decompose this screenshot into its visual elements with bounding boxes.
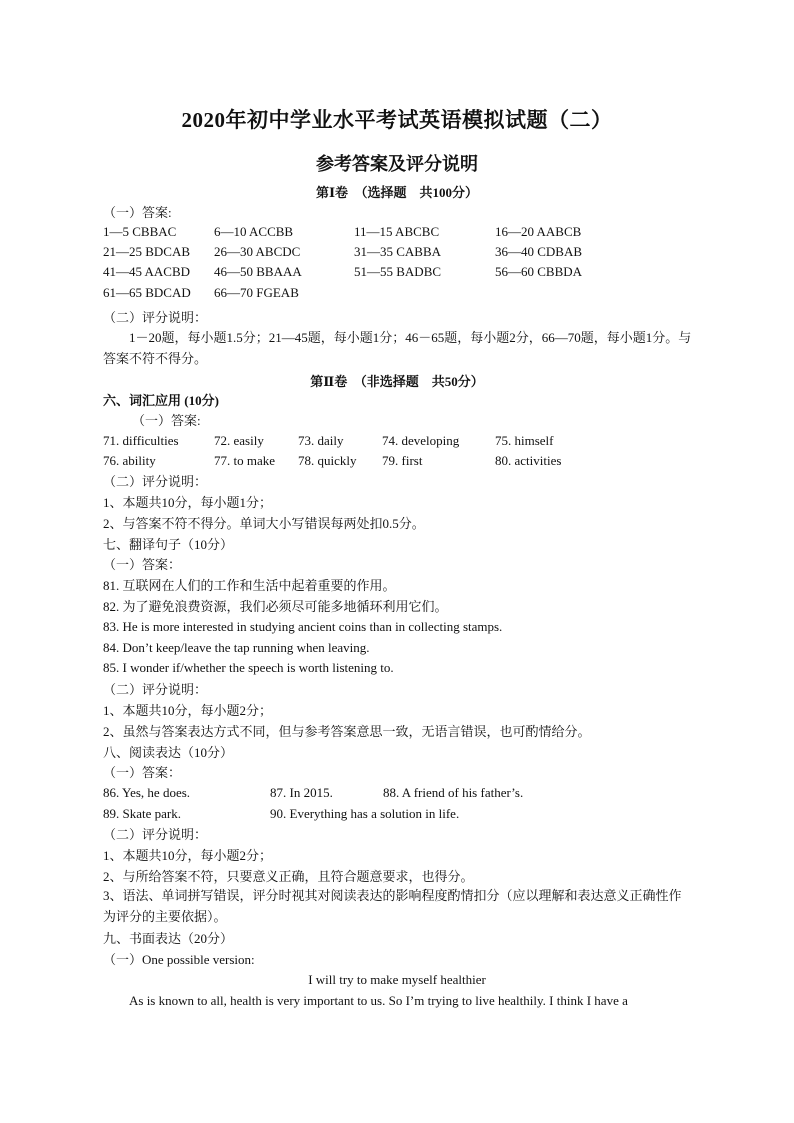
vocab-answer: 78. quickly xyxy=(298,453,357,468)
vocab-answer: 74. developing xyxy=(382,433,460,448)
section8-scoring-item: 3、语法、单词拼写错误，评分时视其对阅读表达的影响程度酌情扣分（应以理解和表达意义正确性作为评分的主要依据）。 xyxy=(103,888,682,924)
answer-group: 31—35 CABBA xyxy=(354,244,442,259)
section8-scoring-item: 1、本题共10分，每小题2分； xyxy=(103,848,273,863)
answer-group: 11—15 ABCBC xyxy=(354,224,440,239)
essay-first-line: As is known to all, health is very important to us. So I’m trying to live healthily. I think I have a xyxy=(129,993,628,1008)
answer-group: 46—50 BBAAA xyxy=(214,264,302,279)
translation-answer: 85. I wonder if/whether the speech is worth listening to. xyxy=(103,660,394,675)
vocab-answer: 73. daily xyxy=(298,433,344,448)
vocab-answer: 76. ability xyxy=(103,453,156,468)
answer-group: 6—10 ACCBB xyxy=(214,224,294,239)
answer-group: 26—30 ABCDC xyxy=(214,244,301,259)
section8-answers-label: （一）答案： xyxy=(103,765,182,780)
document-subtitle: 参考答案及评分说明 xyxy=(316,154,478,174)
vocab-answer: 71. difficulties xyxy=(103,433,179,448)
part1-scoring-label: （二）评分说明： xyxy=(103,310,208,325)
translation-answer: 83. He is more interested in studying ancient coins than in collecting stamps. xyxy=(103,619,503,634)
vocab-answer: 72. easily xyxy=(214,433,264,448)
essay-title: I will try to make myself healthier xyxy=(308,972,486,987)
translation-answer: 82. 为了避免浪费资源，我们必须尽可能多地循环利用它们。 xyxy=(103,599,448,614)
translation-answer: 81. 互联网在人们的工作和生活中起着重要的作用。 xyxy=(103,578,396,593)
section6-scoring-label: （二）评分说明： xyxy=(103,474,208,489)
section7-scoring-item: 1、本题共10分，每小题2分； xyxy=(103,703,273,718)
reading-answer: 89. Skate park. xyxy=(103,806,181,821)
section6-scoring-item: 1、本题共10分，每小题1分； xyxy=(103,495,273,510)
reading-answer: 86. Yes, he does. xyxy=(103,785,191,800)
section8-heading: 八、阅读表达（10分） xyxy=(103,745,234,760)
vocab-answer: 80. activities xyxy=(495,453,562,468)
answer-group: 16—20 AABCB xyxy=(495,224,582,239)
section8-scoring-label: （二）评分说明： xyxy=(103,827,208,842)
part1-scoring-text: 1－20题，每小题1.5分；21—45题，每小题1分；46－65题，每小题2分，66—70题，每小题1分。与答案不符不得分。 xyxy=(103,330,692,366)
section6-scoring-item: 2、与答案不符不得分。单词大小写错误每两处扣0.5分。 xyxy=(103,516,425,531)
section7-scoring-item: 2、虽然与答案表达方式不同，但与参考答案意思一致，无语言错误，也可酌情给分。 xyxy=(103,724,591,739)
reading-answer: 87. In 2015. xyxy=(270,785,333,800)
answer-group: 61—65 BDCAD xyxy=(103,285,191,300)
document-title: 2020年初中学业水平考试英语模拟试题（二） xyxy=(181,108,613,132)
reading-answer: 90. Everything has a solution in life. xyxy=(270,806,460,821)
part2-heading: 第Ⅱ卷 （非选择题 共50分） xyxy=(310,374,484,389)
answer-group: 51—55 BADBC xyxy=(354,264,442,279)
section7-heading: 七、翻译句子（10分） xyxy=(103,537,234,552)
answer-group: 56—60 CBBDA xyxy=(495,264,583,279)
section8-scoring-item: 2、与所给答案不符，只要意义正确，且符合题意要求，也得分。 xyxy=(103,869,474,884)
section9-version-label: （一）One possible version: xyxy=(103,952,255,967)
section6-answers-label: （一）答案: xyxy=(132,413,201,428)
section9-heading: 九、书面表达（20分） xyxy=(103,931,234,946)
section7-scoring-label: （二）评分说明： xyxy=(103,682,208,697)
answer-group: 21—25 BDCAB xyxy=(103,244,191,259)
vocab-answer: 79. first xyxy=(382,453,423,468)
answer-group: 1—5 CBBAC xyxy=(103,224,177,239)
section7-answers-label: （一）答案： xyxy=(103,557,182,572)
answer-group: 41—45 AACBD xyxy=(103,264,191,279)
answer-group: 66—70 FGEAB xyxy=(214,285,299,300)
section6-heading: 六、词汇应用 (10分) xyxy=(103,393,219,408)
vocab-answer: 75. himself xyxy=(495,433,554,448)
reading-answer: 88. A friend of his father’s. xyxy=(383,785,524,800)
translation-answer: 84. Don’t keep/leave the tap running when leaving. xyxy=(103,640,370,655)
answer-group: 36—40 CDBAB xyxy=(495,244,583,259)
part1-answers-label: （一）答案: xyxy=(103,205,172,220)
vocab-answer: 77. to make xyxy=(214,453,276,468)
part1-heading: 第Ⅰ卷 （选择题 共100分） xyxy=(315,185,479,200)
